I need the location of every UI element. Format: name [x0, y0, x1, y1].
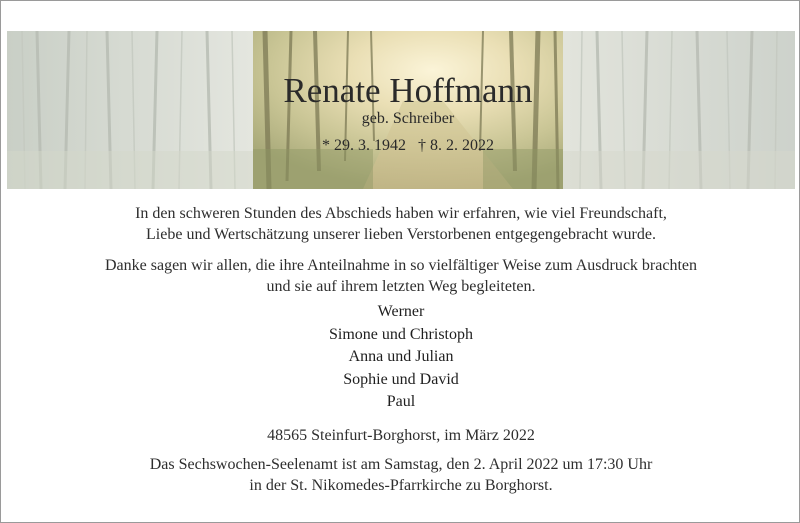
family-member: Paul — [386, 393, 416, 410]
birth-date: * 29. 3. 1942 — [322, 137, 406, 154]
memorial-mass-info — [21, 454, 781, 496]
forest-banner — [7, 31, 795, 189]
thanks-paragraph-2 — [21, 255, 781, 297]
place-and-date: 48565 Steinfurt-Borghorst, im März 2022 — [267, 427, 535, 444]
death-date: † 8. 2. 2022 — [418, 137, 494, 154]
forest-path-photo — [253, 31, 563, 189]
text-line: Liebe und Wertschätzung unserer lieben Verstorbenen entgegengebracht wurde. — [146, 226, 656, 243]
life-dates — [253, 137, 563, 155]
text-line: In den schweren Stunden des Abschieds haben wir erfahren, wie viel Freundschaft, — [135, 205, 667, 222]
family-member: Anna und Julian — [348, 348, 454, 365]
family-member: Simone und Christoph — [328, 325, 473, 343]
family-member: Sophie und David — [343, 370, 459, 388]
text-line: Danke sagen wir allen, die ihre Anteilnahme in so vielfältiger Weise zum Ausdruck brachten — [104, 257, 697, 274]
text-line: in der St. Nikomedes-Pfarrkirche zu Borghorst. — [249, 477, 553, 494]
text-line: Das Sechswochen-Seelenamt ist am Samstag, den 2. April 2022 um 17:30 Uhr — [149, 456, 653, 473]
family-member: Werner — [377, 303, 425, 320]
thanks-paragraph-1 — [21, 203, 781, 245]
family-signatures — [201, 301, 601, 414]
deceased-name: Renate Hoffmann — [283, 71, 533, 110]
text-line: und sie auf ihrem letzten Weg begleiteten. — [266, 278, 536, 295]
maiden-name: geb. Schreiber — [361, 110, 455, 127]
